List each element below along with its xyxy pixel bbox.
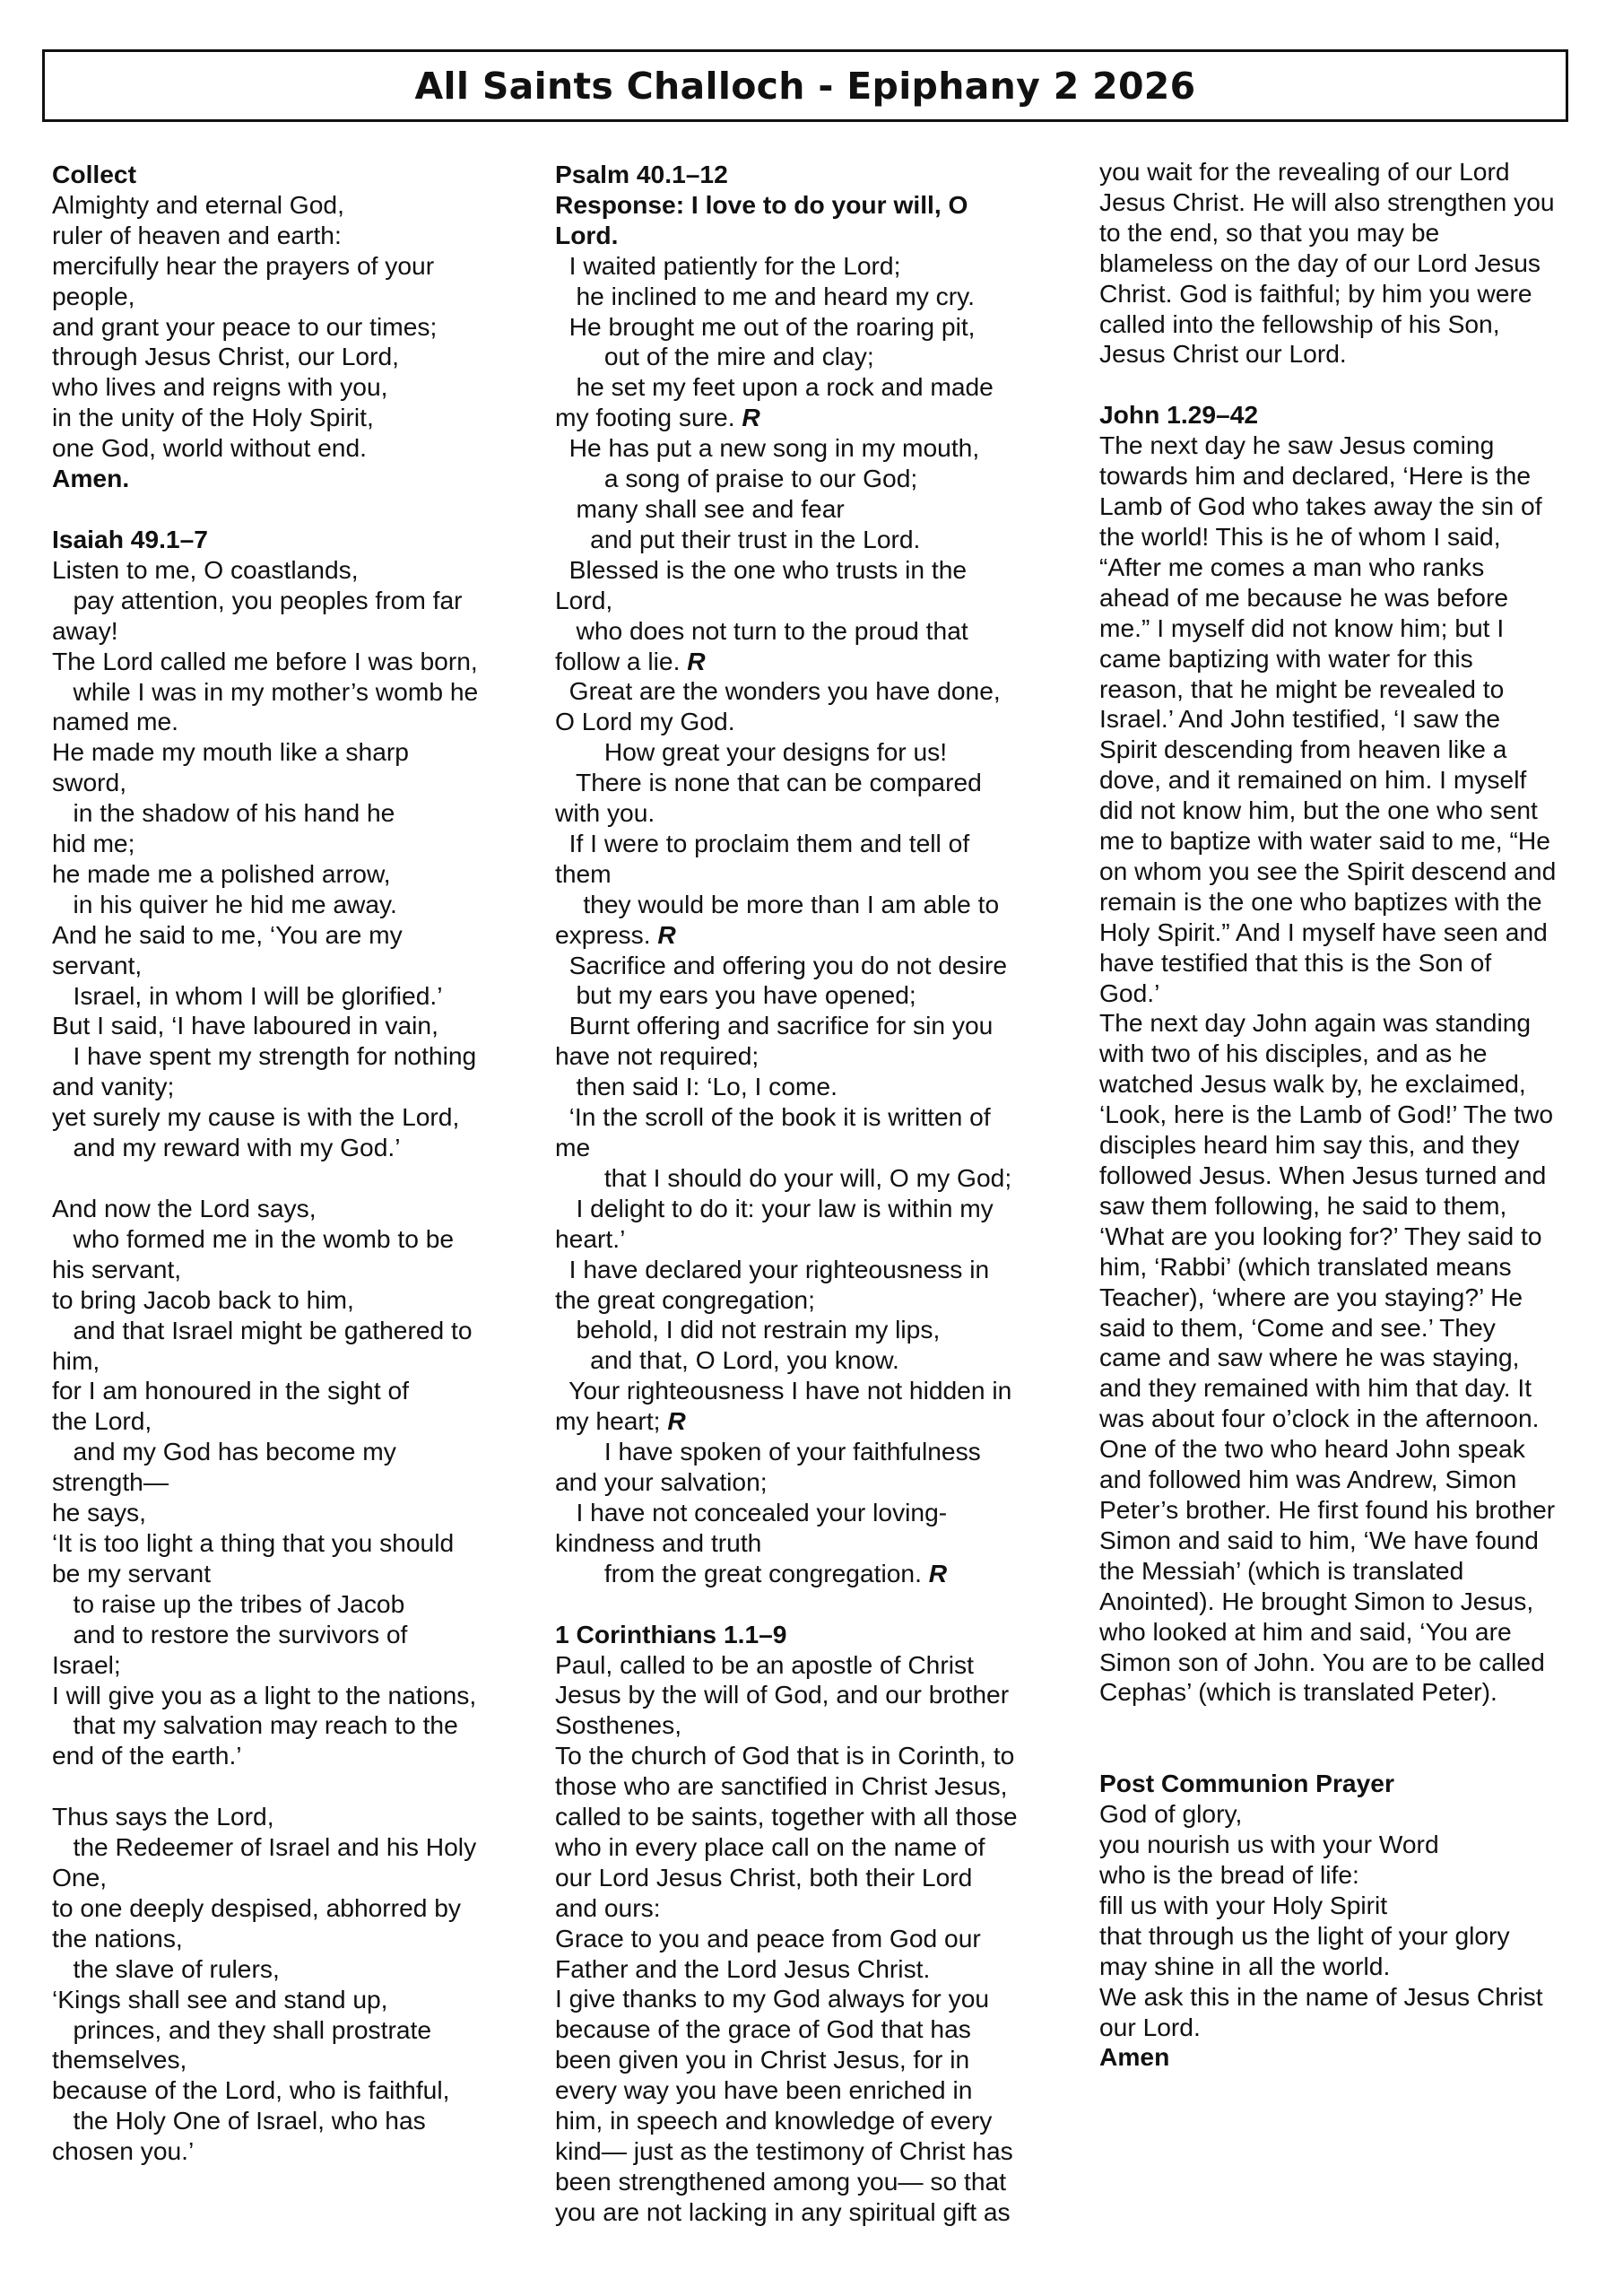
text-line: him, ‘Rabbi’ (which translated means [1099, 1251, 1512, 1281]
text-line: him, [52, 1345, 100, 1375]
text-line: he says, [52, 1498, 146, 1527]
text-line: to bring Jacob back to him, [52, 1284, 354, 1314]
response-marker: R [742, 403, 760, 432]
text-line: sword, [52, 768, 127, 797]
page-title: All Saints Challoch - Epiphany 2 2026 [414, 64, 1196, 108]
text-line: “After me comes a man who ranks [1099, 552, 1485, 581]
text-line: Response: I love to do your will, O [555, 189, 968, 219]
text-line: to raise up the tribes of Jacob [52, 1588, 405, 1618]
text-line: Grace to you and peace from God our [555, 1923, 981, 1952]
text-line: away! [52, 615, 118, 645]
psalm-heading: Psalm 40.1–12 [555, 160, 728, 188]
response-marker: R [657, 919, 676, 949]
text-line: The Lord called me before I was born, [52, 646, 478, 675]
john-lines [1099, 430, 1601, 1708]
text-line: because of the Lord, who is faithful, [52, 2075, 450, 2105]
post-communion-heading: Post Communion Prayer [1099, 1769, 1394, 1798]
text-line: watched Jesus walk by, he exclaimed, [1099, 1069, 1526, 1099]
text-line: Israel; [52, 1649, 121, 1679]
psalm-line: express. R [555, 919, 676, 949]
text-line: Jesus Christ our Lord. [1099, 339, 1347, 369]
psalm-line: that I should do your will, O my God; [555, 1162, 1012, 1192]
text-line: But I said, ‘I have laboured in vain, [52, 1011, 438, 1040]
text-line: blameless on the day of our Lord Jesus [1099, 248, 1541, 277]
text-line: Lamb of God who takes away the sin of [1099, 491, 1542, 521]
psalm-lines [555, 251, 1057, 1589]
text-line: been given you in Christ Jesus, for in [555, 2045, 970, 2074]
text-line: Jesus Christ. He will also strengthen you [1099, 187, 1555, 216]
psalm-line: I have declared your righteousness in [555, 1254, 990, 1283]
text-line: that my salvation may reach to the [52, 1710, 458, 1740]
text-line: in his quiver he hid me away. [52, 889, 397, 918]
text-line: Teacher), ‘where are you staying?’ He [1099, 1282, 1523, 1311]
text-line: ‘What are you looking for?’ They said to [1099, 1221, 1542, 1250]
text-line: called to be saints, together with all those [555, 1802, 1018, 1831]
psalm-line: the great congregation; [555, 1284, 815, 1314]
text-line: Peter’s brother. He first found his brother [1099, 1494, 1556, 1524]
text-line: the Holy One of Israel, who has [52, 2106, 426, 2135]
text-line: came and saw where he was staying, [1099, 1343, 1520, 1372]
text-line: I will give you as a light to the nations, [52, 1680, 477, 1709]
text-line: while I was in my mother’s womb he [52, 676, 479, 706]
psalm-line: a song of praise to our God; [555, 464, 918, 493]
collect-heading: Collect [52, 160, 136, 188]
title-banner [42, 49, 1568, 122]
psalm-line: my heart; R [555, 1406, 686, 1436]
text-line: on whom you see the Spirit descend and [1099, 856, 1557, 885]
psalm-line: follow a lie. R [555, 646, 706, 675]
column-middle [555, 160, 1057, 2258]
text-line: to one deeply despised, abhorred by [52, 1892, 462, 1922]
corinthians-section [555, 1620, 1057, 2228]
text-line: was about four o’clock in the afternoon. [1099, 1404, 1540, 1433]
psalm-line: heart.’ [555, 1223, 626, 1253]
text-line: the world! This is he of whom I said, [1099, 521, 1501, 551]
isaiah-stanza-3 [52, 1802, 536, 2167]
psalm-response [555, 190, 1057, 251]
psalm-line: behold, I did not restrain my lips, [555, 1315, 941, 1344]
text-line: Anointed). He brought Simon to Jesus, [1099, 1586, 1534, 1615]
text-line: called into the fellowship of his Son, [1099, 309, 1500, 338]
text-line: chosen you.’ [52, 2136, 195, 2166]
text-line: Jesus by the will of God, and our brother [555, 1680, 1010, 1709]
text-line: be my servant [52, 1558, 212, 1587]
psalm-line: Burnt offering and sacrifice for sin you [555, 1011, 994, 1040]
text-line: our Lord. [1099, 2012, 1201, 2041]
text-line: every way you have been enriched in [555, 2075, 973, 2105]
text-line: Listen to me, O coastlands, [52, 554, 359, 584]
text-line: And he said to me, ‘You are my [52, 919, 403, 949]
post-communion-lines [1099, 1799, 1601, 2042]
text-line: servant, [52, 950, 143, 979]
psalm-line: kindness and truth [555, 1527, 762, 1557]
psalm-line: but my ears you have opened; [555, 980, 916, 1010]
collect-lines [52, 190, 536, 464]
text-line: I give thanks to my God always for you [555, 1984, 990, 2013]
text-line: people, [52, 281, 135, 310]
text-line: who is the bread of life: [1099, 1860, 1359, 1890]
text-line: Thus says the Lord, [52, 1802, 274, 1831]
text-line: mercifully hear the prayers of your [52, 250, 435, 280]
text-line: God.’ [1099, 978, 1160, 1007]
psalm-line: I delight to do it: your law is within my [555, 1193, 994, 1222]
text-line: Israel.’ And John testified, ‘I saw the [1099, 704, 1501, 734]
text-line: he made me a polished arrow, [52, 858, 391, 888]
text-line: our Lord Jesus Christ, both their Lord [555, 1862, 973, 1892]
text-line: and to restore the survivors of [52, 1619, 408, 1648]
text-line: pay attention, you peoples from far [52, 585, 463, 614]
text-line: Paul, called to be an apostle of Christ [555, 1649, 974, 1679]
text-line: yet surely my cause is with the Lord, [52, 1102, 460, 1132]
psalm-line: I waited patiently for the Lord; [555, 250, 901, 280]
text-line: in the unity of the Holy Spirit, [52, 403, 374, 432]
psalm-line: out of the mire and clay; [555, 342, 874, 371]
text-line: for I am honoured in the sight of [52, 1376, 409, 1405]
response-marker: R [667, 1406, 686, 1436]
text-line: me.” I myself did not know him; but I [1099, 613, 1505, 642]
psalm-section [555, 160, 1057, 1589]
psalm-line: There is none that can be compared [555, 768, 982, 797]
text-line: Almighty and eternal God, [52, 189, 344, 219]
text-line: in the shadow of his hand he [52, 798, 395, 828]
text-line: The next day John again was standing [1099, 1008, 1532, 1038]
text-line: The next day he saw Jesus coming [1099, 430, 1495, 460]
psalm-line: many shall see and fear [555, 493, 845, 523]
text-line: dove, and it remained on him. I myself [1099, 765, 1527, 795]
text-line: that through us the light of your glory [1099, 1920, 1510, 1950]
text-line: and followed him was Andrew, Simon [1099, 1465, 1517, 1494]
psalm-line: I have spoken of your faithfulness [555, 1437, 981, 1466]
text-line: because of the grace of God that has [555, 2014, 971, 2044]
psalm-line: ‘In the scroll of the book it is written of [555, 1102, 991, 1132]
psalm-line: and put their trust in the Lord. [555, 524, 921, 553]
psalm-line: If I were to proclaim them and tell of [555, 828, 970, 857]
text-line: strength— [52, 1467, 169, 1497]
text-line: And now the Lord says, [52, 1194, 317, 1222]
text-line: through Jesus Christ, our Lord, [52, 342, 399, 371]
text-line: the Messiah’ (which is translated [1099, 1555, 1464, 1585]
psalm-line: he set my feet upon a rock and made [555, 372, 994, 402]
text-line: fill us with your Holy Spirit [1099, 1890, 1388, 1919]
text-line: and vanity; [52, 1072, 175, 1101]
text-line: He made my mouth like a sharp [52, 737, 409, 767]
text-line: Simon son of John. You are to be called [1099, 1647, 1545, 1676]
text-line: Lord. [555, 220, 619, 249]
isaiah-stanza-1 [52, 555, 536, 1163]
text-line: with two of his disciples, and as he [1099, 1039, 1488, 1068]
psalm-line: Your righteousness I have not hidden in [555, 1376, 1012, 1405]
text-line: you are not lacking in any spiritual gift as [555, 2196, 1011, 2226]
collect-section [52, 160, 536, 494]
text-line: ‘Look, here is the Lamb of God!’ The two [1099, 1100, 1554, 1129]
text-line: and ours: [555, 1892, 661, 1922]
text-line: named me. [52, 707, 179, 736]
isaiah-heading: Isaiah 49.1–7 [52, 524, 208, 553]
psalm-line: Great are the wonders you have done, [555, 676, 1001, 706]
text-line: kind— just as the testimony of Christ has [555, 2136, 1013, 2165]
corinthians-continued [1099, 157, 1601, 370]
text-line: you wait for the revealing of our Lord [1099, 157, 1510, 186]
text-line: the nations, [52, 1923, 183, 1952]
text-line: remain is the one who baptizes with the [1099, 886, 1542, 916]
corinthians-heading: 1 Corinthians 1.1–9 [555, 1619, 787, 1648]
text-line: end of the earth.’ [52, 1741, 242, 1770]
text-line: who lives and reigns with you, [52, 372, 388, 402]
psalm-line: them [555, 858, 612, 888]
text-line: his servant, [52, 1254, 182, 1283]
psalm-line: and your salvation; [555, 1466, 768, 1496]
text-line: saw them following, he said to them, [1099, 1190, 1507, 1220]
text-line: did not know him, but the one who sent [1099, 796, 1538, 825]
psalm-line: He brought me out of the roaring pit, [555, 311, 976, 341]
text-line: ‘Kings shall see and stand up, [52, 1984, 388, 2013]
text-line: Christ. God is faithful; by him you were [1099, 278, 1532, 308]
psalm-line: my footing sure. R [555, 403, 760, 432]
psalm-line: Sacrifice and offering you do not desire [555, 950, 1008, 979]
psalm-line: O Lord my God. [555, 707, 735, 736]
text-line: have testified that this is the Son of [1099, 947, 1492, 977]
text-line: towards him and declared, ‘Here is the [1099, 461, 1531, 491]
psalm-line: with you. [555, 798, 655, 828]
text-line: who formed me in the womb to be [52, 1223, 455, 1253]
psalm-line: I have not concealed your loving- [555, 1497, 948, 1526]
text-line: reason, that he might be revealed to [1099, 674, 1505, 703]
text-line: to the end, so that you may be [1099, 217, 1440, 247]
text-line: him, in speech and knowledge of every [555, 2106, 993, 2135]
text-line: and grant your peace to our times; [52, 311, 438, 341]
text-line: disciples heard him say this, and they [1099, 1130, 1520, 1160]
text-line: themselves, [52, 2045, 187, 2074]
isaiah-section [52, 525, 536, 2167]
text-line: said to them, ‘Come and see.’ They [1099, 1312, 1496, 1342]
psalm-line: He has put a new song in my mouth, [555, 433, 980, 463]
psalm-line: who does not turn to the proud that [555, 615, 968, 645]
text-line: Spirit descending from heaven like a [1099, 735, 1507, 764]
text-line: I have spent my strength for nothing [52, 1041, 477, 1071]
psalm-line: Blessed is the one who trusts in the [555, 554, 968, 584]
text-line: been strengthened among you— so that [555, 2166, 1007, 2196]
text-line: the slave of rulers, [52, 1953, 280, 1983]
text-line: To the church of God that is in Corinth, to [555, 1741, 1015, 1770]
text-line: followed Jesus. When Jesus turned and [1099, 1161, 1547, 1189]
post-communion-amen: Amen [1099, 2042, 1170, 2072]
collect-amen: Amen. [52, 464, 130, 493]
psalm-line: me [555, 1133, 591, 1161]
text-line: the Redeemer of Israel and his Holy [52, 1832, 477, 1862]
response-marker: R [928, 1558, 948, 1587]
text-line: princes, and they shall prostrate [52, 2014, 432, 2044]
psalm-line: from the great congregation. R [555, 1558, 948, 1587]
psalm-line: Lord, [555, 585, 613, 614]
text-line: one God, world without end. [52, 433, 367, 463]
psalm-line: he inclined to me and heard my cry. [555, 281, 975, 310]
text-line: Father and the Lord Jesus Christ. [555, 1953, 931, 1983]
text-line: Israel, in whom I will be glorified.’ [52, 980, 443, 1010]
text-line: God of glory, [1099, 1799, 1243, 1829]
text-line: Sosthenes, [555, 1710, 682, 1740]
text-line: ruler of heaven and earth: [52, 220, 342, 249]
corinthians-lines [555, 1650, 1057, 2228]
text-line: me to baptize with water said to me, “He [1099, 826, 1550, 856]
text-line: One of the two who heard John speak [1099, 1434, 1525, 1464]
text-line: you nourish us with your Word [1099, 1830, 1439, 1859]
text-line: and that Israel might be gathered to [52, 1315, 473, 1344]
text-line: the Lord, [52, 1406, 152, 1436]
text-line: ahead of me because he was before [1099, 582, 1509, 612]
psalm-line: they would be more than I am able to [555, 889, 1000, 918]
psalm-line: and that, O Lord, you know. [555, 1345, 899, 1375]
corinthians-continued-lines [1099, 157, 1601, 370]
text-line: ‘It is too light a thing that you should [52, 1527, 455, 1557]
text-line: We ask this in the name of Jesus Christ [1099, 1981, 1543, 2011]
psalm-line: have not required; [555, 1041, 759, 1071]
response-marker: R [687, 646, 706, 675]
john-section [1099, 400, 1601, 1708]
text-line: Simon and said to him, ‘We have found [1099, 1525, 1539, 1554]
psalm-line: How great your designs for us! [555, 737, 948, 767]
text-line: Holy Spirit.” And I myself have seen and [1099, 917, 1548, 946]
isaiah-stanza-2 [52, 1194, 536, 1771]
text-line: and my reward with my God.’ [52, 1133, 401, 1162]
text-line: who in every place call on the name of [555, 1831, 985, 1861]
column-right [1099, 157, 1601, 2103]
text-line: Cephas’ (which is translated Peter). [1099, 1677, 1497, 1707]
text-line: those who are sanctified in Christ Jesus, [555, 1771, 1008, 1801]
text-line: One, [52, 1863, 108, 1892]
text-line: who looked at him and said, ‘You are [1099, 1616, 1512, 1646]
text-line: hid me; [52, 829, 135, 858]
text-line: and my God has become my [52, 1437, 396, 1466]
text-line: and they remained with him that day. It [1099, 1373, 1532, 1403]
column-left [52, 160, 536, 2197]
john-heading: John 1.29–42 [1099, 400, 1259, 430]
psalm-line: then said I: ‘Lo, I come. [555, 1072, 838, 1101]
text-line: may shine in all the world. [1099, 1951, 1391, 1980]
text-line: came baptizing with water for this [1099, 643, 1473, 673]
post-communion-section [1099, 1769, 1601, 2073]
